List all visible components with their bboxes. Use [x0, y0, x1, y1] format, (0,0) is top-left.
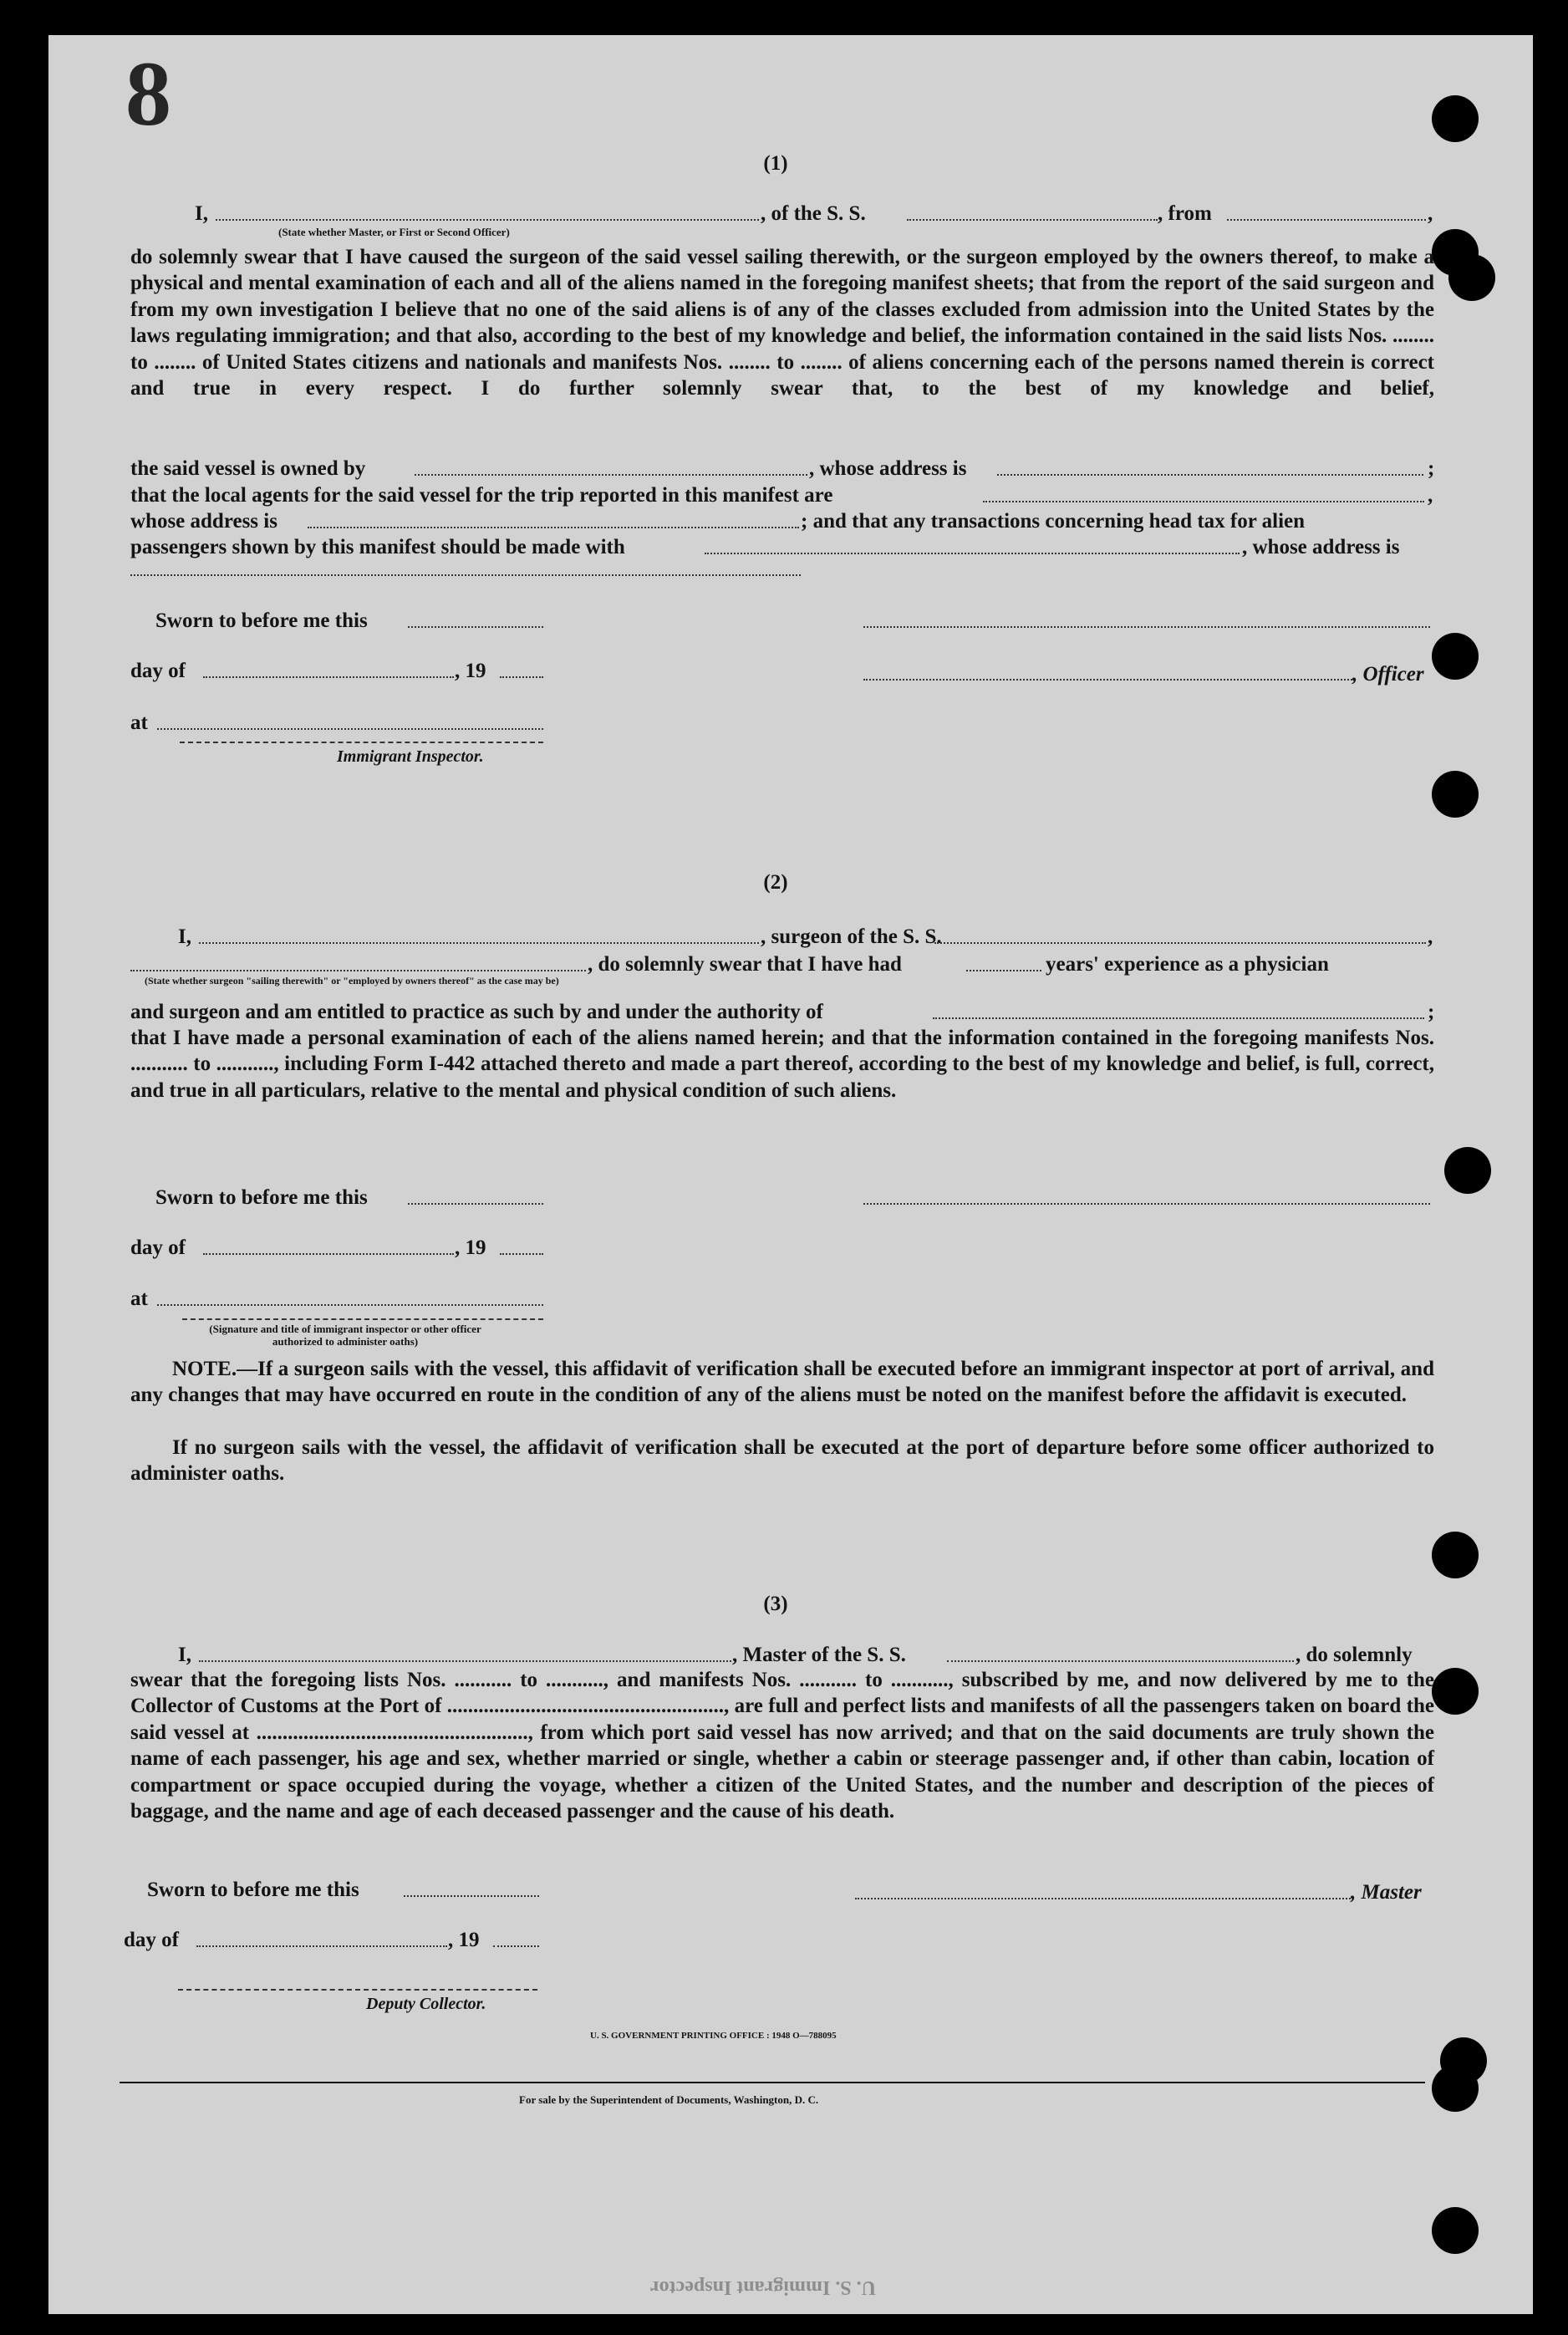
s2-ship-name-field[interactable] — [934, 942, 1426, 944]
s2-semicolon: ; — [1428, 1001, 1435, 1023]
s1-ship-name-field[interactable] — [907, 219, 1158, 221]
binder-hole — [1432, 633, 1479, 680]
s1-from-label: , from — [1158, 202, 1212, 225]
binder-hole — [1432, 2065, 1479, 2112]
s2-i-label: I, — [178, 925, 191, 948]
s1-sworn-date-field[interactable] — [408, 626, 543, 628]
s1-head-tax-address-field[interactable] — [130, 574, 801, 576]
binder-hole — [1432, 95, 1479, 142]
s2-authority-label: and surgeon and am entitled to practice as such by and under the authority of — [130, 1001, 823, 1023]
s3-i-label: I, — [178, 1644, 191, 1666]
for-sale-note: For sale by the Superintendent of Documents, Washington, D. C. — [519, 2093, 819, 2106]
s2-sworn-date-field[interactable] — [408, 1203, 543, 1205]
s2-surgeon-name-field[interactable] — [199, 942, 759, 944]
s2-years-field[interactable] — [966, 970, 1041, 971]
s3-ship-name-field[interactable] — [947, 1660, 1294, 1662]
s1-immigrant-inspector-label: Immigrant Inspector. — [337, 747, 484, 766]
s1-year-label: , 19 — [455, 660, 486, 682]
s3-day-of-label: day of — [124, 1929, 179, 1951]
s2-sworn-label: Sworn to before me this — [155, 1186, 368, 1209]
s2-end-comma: , — [1428, 925, 1433, 948]
gpo-imprint: U. S. GOVERNMENT PRINTING OFFICE : 1948 O—788095 — [590, 2031, 837, 2041]
section-2-heading: (2) — [763, 871, 788, 894]
s1-local-agents-field[interactable] — [983, 501, 1424, 502]
s2-surgeon-signature-line[interactable] — [863, 1203, 1430, 1205]
s1-local-agents-label: that the local agents for the said vessel for the trip reported in this manifest are — [130, 484, 833, 507]
bleed-through-stamp: U. S. Immigrant Inspector — [650, 2276, 876, 2298]
s1-officer-name-field[interactable] — [216, 219, 759, 221]
s1-sworn-label: Sworn to before me this — [155, 609, 368, 632]
s2-body-text: that I have made a personal examination of each of the aliens named herein; and that the information contained in the foregoing manifests Nos. ........... to ..........., including Form I-442 attached thereto and made a part thereof, according to the best of my knowledge and belief, is full, correct, and true in all particulars, relative to the mental and physical condition of such aliens. — [130, 1027, 1434, 1102]
s1-owned-by-label: the said vessel is owned by — [130, 457, 366, 480]
s3-body-text: swear that the foregoing lists Nos. ........... to ..........., and manifests Nos. ........... to ..........., subscribed by me, and now delivered by me to the Collector of Customs at the Port of ....................................................., are full and perfect lists and manifests of all the passengers taken on board the said vessel at ...................................................., from which port said vessel has now arrived; and that on the said documents are truly shown the name of each passenger, his age and sex, whether married or single, whether a cabin or steerage passenger and, if other than cabin, location of compartment or space occupied during the voyage, whether a citizen of the United States, and the number and description of the pieces of baggage, and the name and age of each deceased passenger and the cause of his death. — [130, 1669, 1434, 1823]
s2-day-month-field[interactable] — [203, 1253, 454, 1255]
s1-end-comma: , — [1428, 202, 1433, 225]
s2-surgeon-note: (State whether surgeon "sailing therewith" or "employed by owners thereof" as the case may be) — [145, 975, 559, 987]
binder-hole — [1432, 1668, 1479, 1715]
s2-note-label: NOTE. — [172, 1358, 237, 1380]
s1-body-text: do solemnly swear that I have caused the surgeon of the said vessel sailing therewith, or the surgeon employed by the owners thereof, to make a physical and mental examination of each and all of the aliens named in the foregoing manifest sheets; that from the report of the said surgeon and from my own investigation I believe that no one of the said aliens is of any of the classes excluded from admission into the United States by the laws regulating immigration; and that also, according to the best of my knowledge and belief, the information contained in the said lists Nos. ........ to ........ of United States citizens and nationals and manifests Nos. ........ to ........ of aliens concerning each of the persons named therein is correct and true in every respect. I do further solemnly swear that, to the best of my knowledge and belief, — [130, 246, 1434, 400]
s2-surgeon-status-field[interactable] — [130, 970, 586, 971]
s1-i-label: I, — [195, 202, 208, 225]
section-1-heading: (1) — [763, 152, 788, 175]
s1-whose-address-label-2: whose address is — [130, 510, 277, 533]
s1-end-comma-2: , — [1428, 484, 1433, 507]
s1-officer-signature-line-2[interactable] — [863, 679, 1352, 681]
s1-whose-address-label: , whose address is — [809, 457, 967, 480]
s3-master-signature-line[interactable] — [855, 1898, 1351, 1899]
s2-authority-field[interactable] — [933, 1017, 1424, 1019]
s1-year-field[interactable] — [500, 676, 543, 678]
binder-hole — [1432, 771, 1479, 818]
binder-hole — [1448, 254, 1495, 301]
binder-hole — [1432, 2207, 1479, 2254]
binder-hole — [1432, 1532, 1479, 1578]
s1-passengers-shown-label: passengers shown by this manifest should be made with — [130, 536, 625, 558]
footer-rule — [120, 2082, 1425, 2083]
s1-officer-signature-line-1[interactable] — [863, 626, 1430, 628]
s1-at-label: at — [130, 711, 148, 734]
s2-note-paragraph — [130, 1356, 1434, 1409]
s3-year-field[interactable] — [493, 1945, 539, 1947]
binder-hole — [1444, 1147, 1491, 1194]
s2-surgeon-of-label: , surgeon of the S. S. — [761, 925, 942, 948]
s2-solemnly-label: , do solemnly swear that I have had — [588, 953, 902, 976]
s1-semicolon: ; — [1428, 457, 1435, 480]
corner-number-stamp: 8 — [125, 43, 171, 145]
s1-head-tax-label: ; and that any transactions concerning head tax for alien — [801, 510, 1306, 533]
s1-officer-note: (State whether Master, or First or Second Officer) — [278, 226, 510, 238]
s2-day-of-label: day of — [130, 1236, 186, 1259]
s3-master-label: , Master — [1351, 1881, 1422, 1904]
s3-master-of-label: , Master of the S. S. — [732, 1644, 906, 1666]
s1-day-of-label: day of — [130, 660, 186, 682]
s2-at-place-field[interactable] — [157, 1304, 543, 1306]
s1-of-ss-label: , of the S. S. — [761, 202, 866, 225]
s1-owner-field[interactable] — [415, 474, 807, 476]
s1-from-port-field[interactable] — [1227, 219, 1426, 221]
s1-owner-address-field[interactable] — [997, 474, 1423, 476]
section-3-heading: (3) — [763, 1593, 788, 1615]
s3-master-name-field[interactable] — [199, 1660, 731, 1662]
s2-note-text-1: —If a surgeon sails with the vessel, this affidavit of verification shall be executed before an immigrant inspector at port of arrival, and any changes that may have occurred en route in the condition of any of the aliens must be noted on the manifest before the affidavit is executed. — [130, 1358, 1434, 1407]
s3-collector-signature-line[interactable] — [178, 1989, 537, 1991]
s1-whose-address-label-3: , whose address is — [1242, 536, 1400, 558]
s3-deputy-collector-label: Deputy Collector. — [366, 1995, 486, 2013]
s2-years-label: years' experience as a physician — [1046, 953, 1329, 976]
manifest-verification-form — [48, 35, 1533, 2314]
s1-agents-address-field[interactable] — [308, 527, 799, 528]
s3-day-month-field[interactable] — [196, 1945, 447, 1947]
s2-year-label: , 19 — [455, 1236, 486, 1259]
s3-year-label: , 19 — [448, 1929, 480, 1951]
s1-inspector-signature-line[interactable] — [180, 742, 543, 743]
s3-sworn-date-field[interactable] — [404, 1895, 539, 1897]
s3-sworn-label: Sworn to before me this — [147, 1879, 359, 1901]
s2-note-text-2: If no surgeon sails with the vessel, the affidavit of verification shall be executed at the port of departure before some officer authorized to administer oaths. — [130, 1436, 1434, 1486]
s2-signature-note: (Signature and title of immigrant inspector or other officer authorized to administer oaths) — [209, 1323, 481, 1348]
s3-do-solemnly-label: , do solemnly — [1296, 1644, 1413, 1666]
s2-year-field[interactable] — [500, 1253, 543, 1255]
s1-officer-label: , Officer — [1352, 663, 1424, 686]
s1-head-tax-party-field[interactable] — [705, 553, 1240, 554]
s2-at-label: at — [130, 1287, 148, 1310]
s1-day-month-field[interactable] — [203, 676, 454, 678]
s1-at-place-field[interactable] — [157, 728, 543, 730]
s2-inspector-signature-line[interactable] — [182, 1318, 543, 1320]
